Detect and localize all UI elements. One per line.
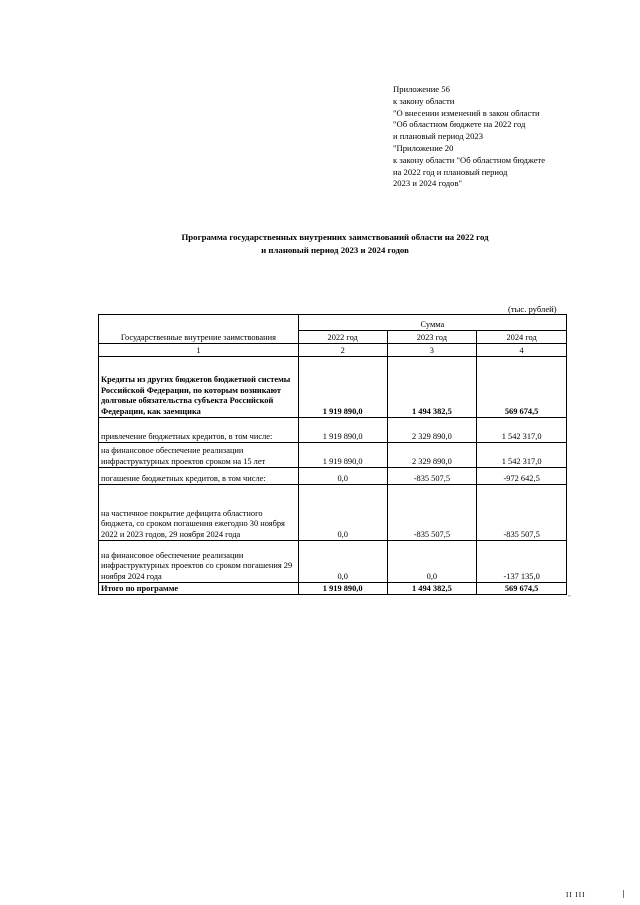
value-2023: 2 329 890,0 <box>387 443 477 468</box>
closing-quote-mark: " <box>568 594 571 602</box>
annex-line: "Об областном бюджете на 2022 год <box>393 119 526 130</box>
row-name: на частичное покрытие дефицита областного бюджета, со сроком погашения ежегодно 30 ноября 2022 и 2023 годов, 29 ноября 2024 года <box>99 485 299 541</box>
table-row <box>99 468 567 485</box>
table-row <box>99 357 567 418</box>
value-2024: 569 674,5 <box>477 583 567 595</box>
table-row <box>99 541 567 583</box>
value-2022: 1 919 890,0 <box>298 418 387 443</box>
value-2022: 0,0 <box>298 485 387 541</box>
index-cell: 1 <box>99 344 299 357</box>
header-sum-cell: Сумма <box>298 315 566 331</box>
value-2022: 0,0 <box>298 468 387 485</box>
value-2023: -835 507,5 <box>387 468 477 485</box>
index-cell: 3 <box>387 344 477 357</box>
index-cell: 4 <box>477 344 567 357</box>
value-2024: 1 542 317,0 <box>477 418 567 443</box>
value-2022: 1 919 890,0 <box>298 443 387 468</box>
value-2023: 1 494 382,5 <box>387 357 477 418</box>
annex-line: и плановый период 2023 <box>393 131 483 142</box>
page-marks: II III <box>566 891 586 899</box>
row-name: на финансовое обеспечение реализации инфраструктурных проектов со сроком погашения 29 ноября 2024 года <box>99 541 299 583</box>
table-index-row <box>99 344 567 357</box>
year-2023-header: 2023 год <box>387 331 477 344</box>
annex-reference <box>393 84 593 190</box>
annex-line: к закону области "Об областном бюджете <box>393 154 546 165</box>
value-2024: 569 674,5 <box>477 357 567 418</box>
units-label: (тыс. рублей) <box>508 304 557 314</box>
row-name: погашение бюджетных кредитов, в том числе: <box>99 468 299 485</box>
table-header-row <box>99 315 567 331</box>
year-2022-header: 2022 год <box>298 331 387 344</box>
table-row <box>99 485 567 541</box>
value-2022: 0,0 <box>298 541 387 583</box>
table-row <box>99 418 567 443</box>
borrowing-table <box>98 314 567 595</box>
value-2022: 1 919 890,0 <box>298 357 387 418</box>
row-name: Кредиты из других бюджетов бюджетной системы Российской Федерации, по которым возникают долговые обязательства субъекта Российской Федерации, как заемщика <box>99 357 299 418</box>
value-2024: -972 642,5 <box>477 468 567 485</box>
title-line-1: Программа государственных внутренних заимствований области на 2022 год <box>181 232 489 242</box>
row-name: Итого по программе <box>99 583 299 595</box>
header-name-cell: Государственные внутрение заимствования <box>99 315 299 344</box>
annex-line: Приложение 56 <box>393 84 450 94</box>
title-line-2: и плановый период 2023 и 2024 годов <box>261 244 409 255</box>
annex-line: "Приложение 20 <box>393 142 454 153</box>
table-row <box>99 443 567 468</box>
value-2023: -835 507,5 <box>387 485 477 541</box>
value-2023: 1 494 382,5 <box>387 583 477 595</box>
table-total-row <box>99 583 567 595</box>
value-2022: 1 919 890,0 <box>298 583 387 595</box>
index-cell: 2 <box>298 344 387 357</box>
value-2023: 0,0 <box>387 541 477 583</box>
annex-line: 2023 и 2024 годов" <box>393 178 463 189</box>
document-title <box>100 231 570 256</box>
value-2024: -835 507,5 <box>477 485 567 541</box>
year-2024-header: 2024 год <box>477 331 567 344</box>
annex-line: на 2022 год и плановый период <box>393 166 508 177</box>
row-name: привлечение бюджетных кредитов, в том числе: <box>99 418 299 443</box>
value-2024: -137 135,0 <box>477 541 567 583</box>
annex-line: к закону области <box>393 95 455 106</box>
annex-line: "О внесении изменений в закон области <box>393 107 540 118</box>
value-2024: 1 542 317,0 <box>477 443 567 468</box>
scan-edge-mark <box>623 890 624 898</box>
row-name: на финансовое обеспечение реализации инфраструктурных проектов сроком на 15 лет <box>99 443 299 468</box>
value-2023: 2 329 890,0 <box>387 418 477 443</box>
